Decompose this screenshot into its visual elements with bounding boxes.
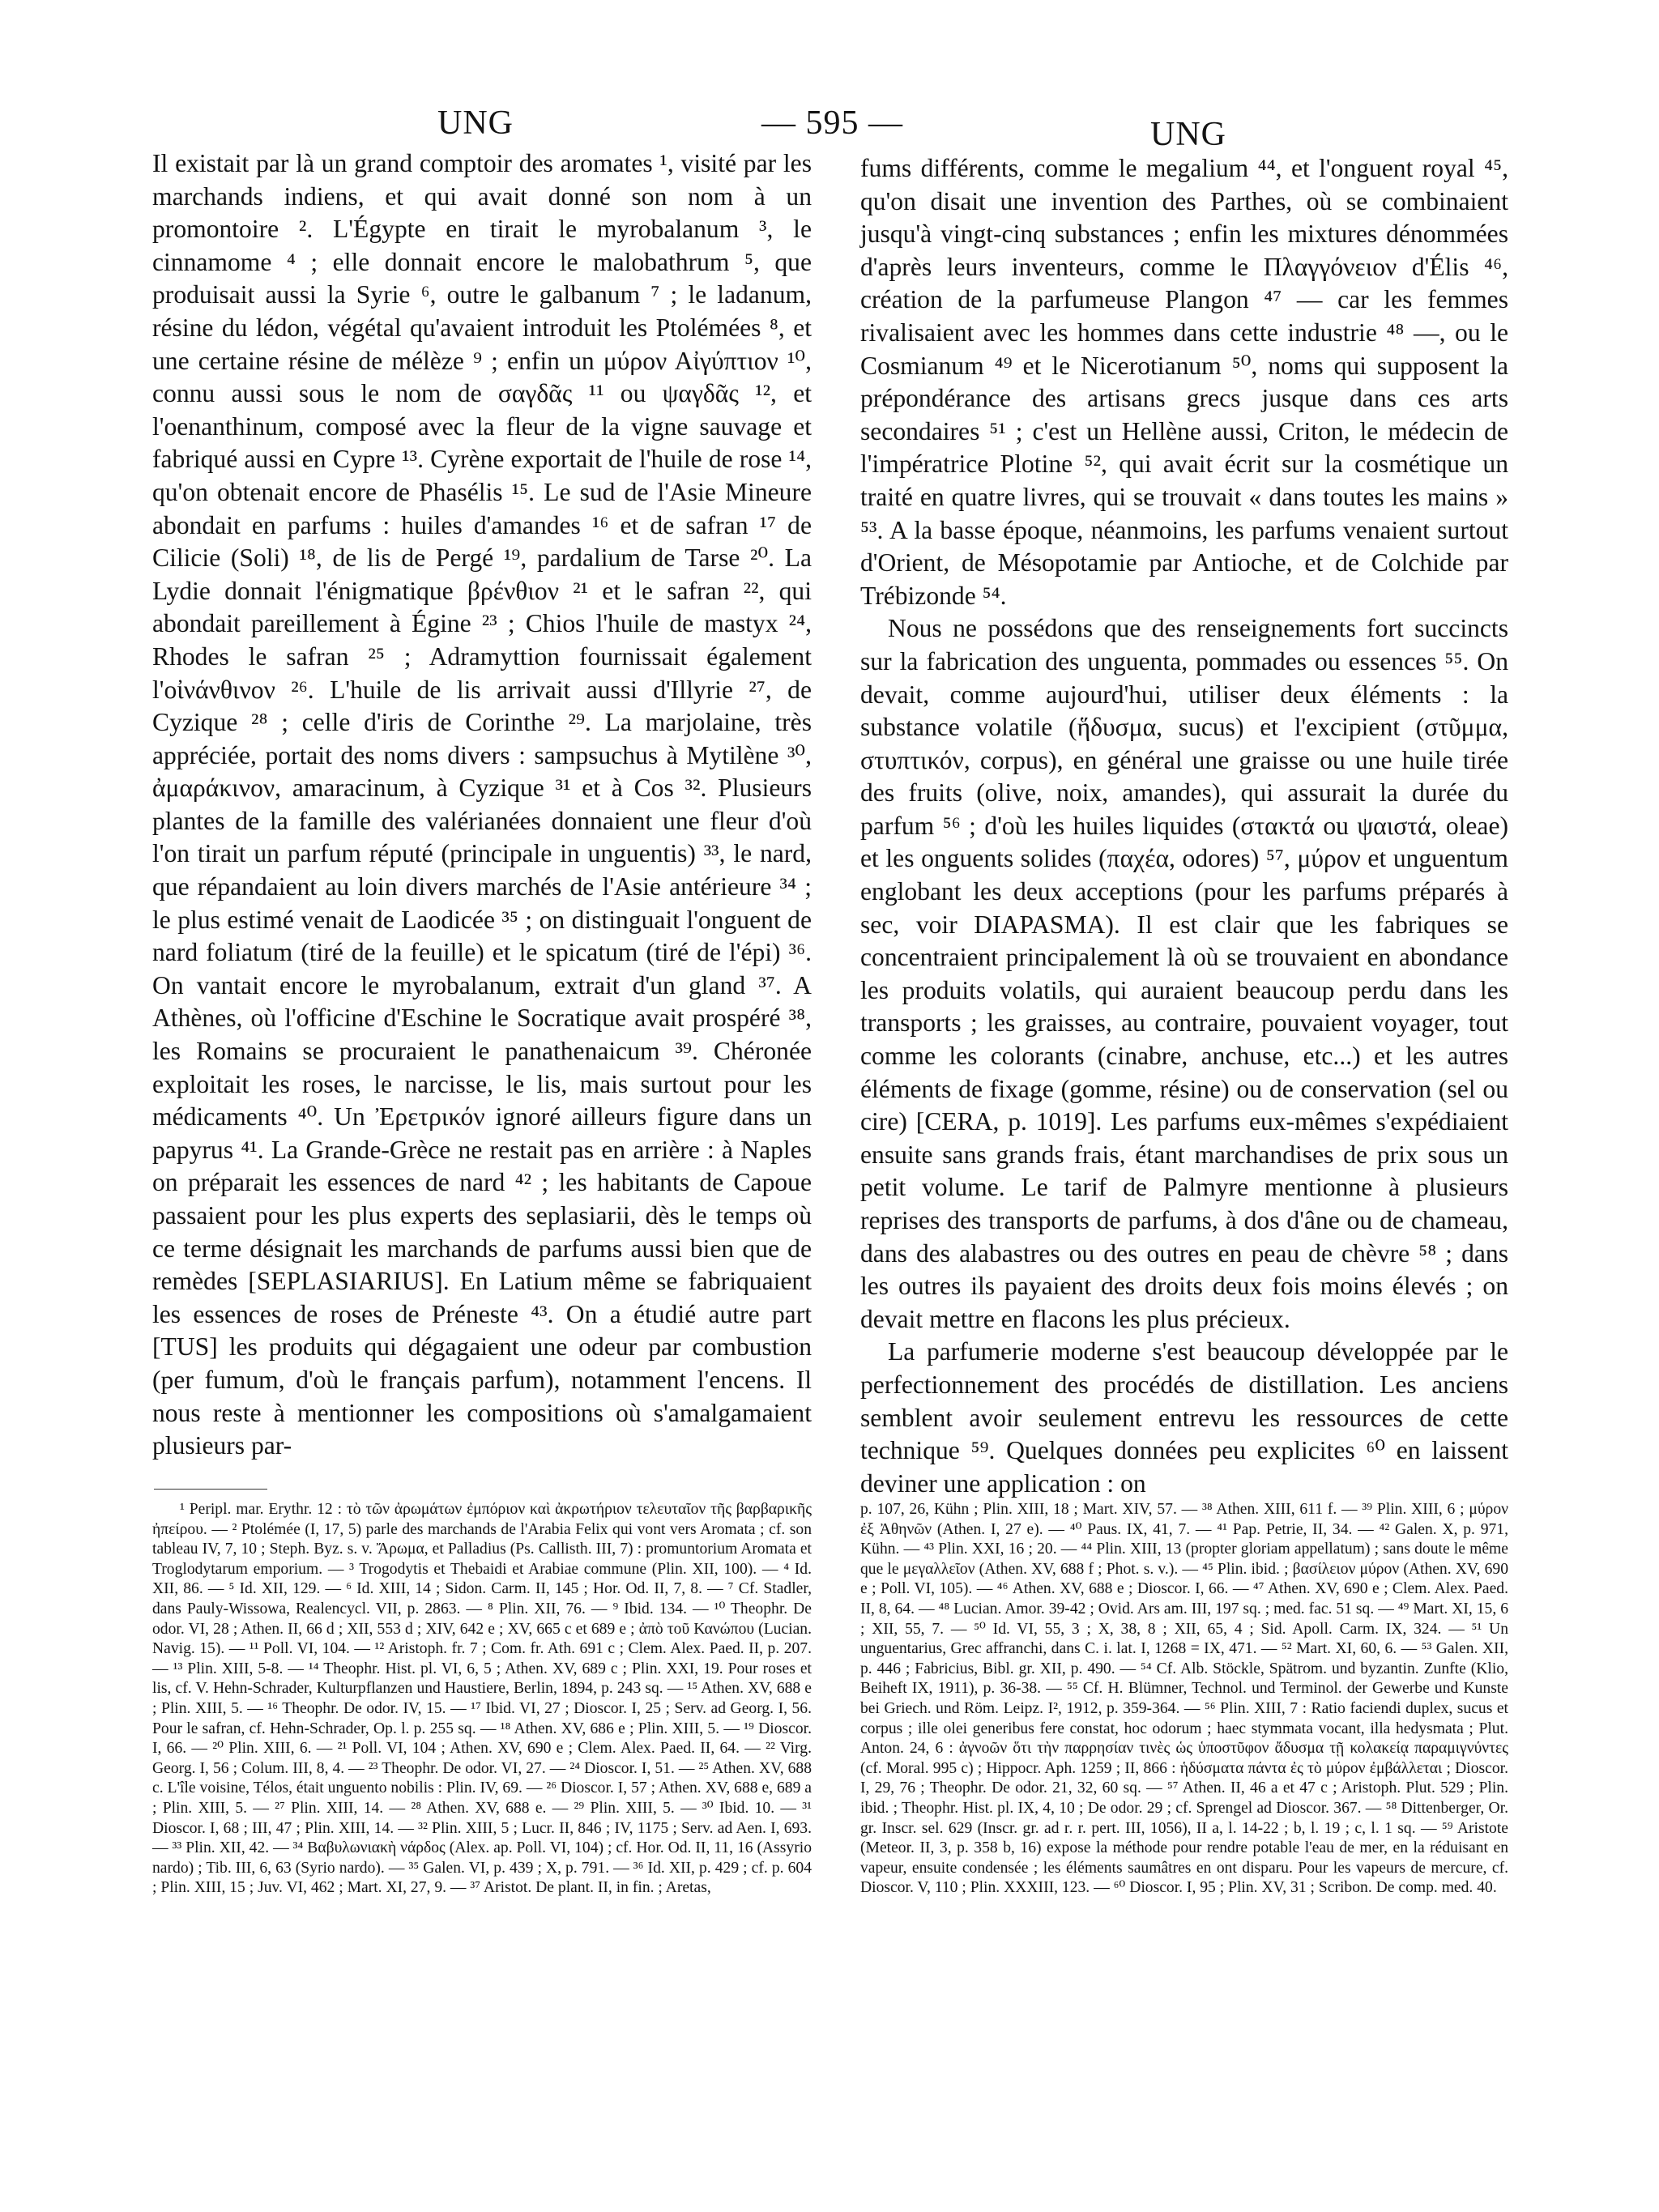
page-number: — 595 — <box>761 104 903 142</box>
footnotes-left <box>152 1500 812 1899</box>
left-column <box>152 147 812 1463</box>
footnote-block: p. 107, 26, Kühn ; Plin. XIII, 18 ; Mart. XIV, 57. — ³⁸ Athen. XIII, 611 f. — ³⁹ Plin. XIII, 6 ; μύρον ἐξ Ἀθηνῶν (Athen. I, 27 e). — ⁴⁰ Paus. IX, 41, 7. — ⁴¹ Pap. Petrie, II, 34. — ⁴² Galen. X, p. 971, Kühn. — ⁴³ Plin. XXI, 16 ; 20. — ⁴⁴ Plin. XIII, 13 (propter gloriam appellatum) ; sans doute le même que le μεγαλλεῖον (Athen. XV, 688 f ; Phot. s. v.). — ⁴⁵ Plin. ibid. ; βασίλειον μύρον (Athen. XV, 690 e ; Poll. VI, 105). — ⁴⁶ Athen. XV, 688 e ; Dioscor. I, 66. — ⁴⁷ Athen. XV, 690 e ; Clem. Alex. Paed. II, 8, 64. — ⁴⁸ Lucian. Amor. 39-42 ; Ovid. Ars am. III, 197 sq. ; med. fac. 51 sq. — ⁴⁹ Mart. XI, 15, 6 ; XII, 55, 7. — ⁵⁰ Id. VI, 55, 3 ; X, 38, 8 ; XII, 65, 4 ; Sid. Apoll. Carm. IX, 324. — ⁵¹ Un unguentarius, Grec affranchi, dans C. i. lat. I, 1268 = IX, 471. — ⁵² Mart. XI, 60, 6. — ⁵³ Galen. XII, p. 446 ; Fabricius, Bibl. gr. XII, p. 490. — ⁵⁴ Cf. Alb. Stöckle, Spätrom. und byzantin. Zunfte (Klio, Beiheft IX, 1911), p. 36-38. — ⁵⁵ Cf. H. Blümner, Technol. und Terminol. der Gewerbe und Kunste bei Griech. und Röm. Leipz. I², 1912, p. 359-364. — ⁵⁶ Plin. XIII, 7 : Ratio faciendi duplex, sucus et corpus ; ille olei generibus fere constat, hoc odorum ; haec stymmata vocant, illa hedysmata ; Plut. Anton. 24, 6 : ἀγνοῶν ὅτι τὴν παρρησίαν τινὲς ὡς ὑποστῦφον ἄδυσμα τῇ κολακείᾳ παραμιγνύντες (cf. Moral. 995 c) ; Hippocr. Aph. 1259 ; II, 866 : ἡδύσματα πάντα ἐς τὸ μύρον ἐμβάλλεται ; Dioscor. I, 29, 76 ; Theophr. De odor. 21, 32, 60 sq. — ⁵⁷ Athen. II, 46 a et 47 c ; Aristoph. Plut. 529 ; Plin. ibid. ; Theophr. Hist. pl. IX, 4, 10 ; De odor. 29 ; cf. Sprengel ad Dioscor. 367. — ⁵⁸ Dittenberger, Or. gr. Inscr. sel. 629 (Inscr. gr. ad r. r. pert. III, 1056), II a, l. 14-22 ; b, l. 19 ; c, l. 1 sq. — ⁵⁹ Aristote (Meteor. II, 3, p. 358 b, 16) expose la méthode pour rendre potable l'eau de mer, en la réduisant en vapeur, ensuite condensée ; les éléments saumâtres en ont disparu. Pour les vapeurs de mercure, cf. Dioscor. V, 110 ; Plin. XXXIII, 123. — ⁶⁰ Dioscor. I, 95 ; Plin. XV, 31 ; Scribon. De comp. med. 40. <box>860 1501 1508 1897</box>
footnote-rule <box>154 1489 267 1490</box>
body-paragraph: fums différents, comme le megalium ⁴⁴, et l'onguent royal ⁴⁵, qu'on disait une invention des Parthes, où se combinaient jusqu'à vingt-cinq substances ; enfin les mixtures dénommées d'après leurs inventeurs, comme le Πλαγγόνειον d'Élis ⁴⁶, création de la parfumeuse Plangon ⁴⁷ — car les femmes rivalisaient avec les hommes dans cette industrie ⁴⁸ —, ou le Cosmianum ⁴⁹ et le Nicerotianum ⁵⁰, noms qui supposent la prépondérance des artisans grecs jusque dans ces arts secondaires ⁵¹ ; c'est un Hellène aussi, Criton, le médecin de l'impératrice Plotine ⁵², qui avait écrit sur la cosmétique un traité en quatre livres, qui se trouvait « dans toutes les mains » ⁵³. A la basse époque, néanmoins, les parfums venaient surtout d'Orient, de Mésopotamie par Antioche, et de Colchide par Trébizonde ⁵⁴. <box>860 154 1508 610</box>
footnote-block: ¹ Peripl. mar. Erythr. 12 : τὸ τῶν ἀρωμάτων ἐμπόριον καὶ ἀκρωτήριον τελευταῖον τῆς βαρβαρικῆς ἠπείρου. — ² Ptolémée (I, 17, 5) parle des marchands de l'Arabia Felix qui vont vers Aromata ; cf. son tableau IV, 7, 10 ; Steph. Byz. s. v. Ἄρωμα, et Palladius (Ps. Callisth. III, 7) : promuntorium Aromata et Troglodytarum emporium. — ³ Trogodytis et Thebaidi et Arabiae commune (Plin. XII, 100). — ⁴ Id. XII, 86. — ⁵ Id. XII, 129. — ⁶ Id. XIII, 14 ; Sidon. Carm. II, 145 ; Hor. Od. II, 7, 8. — ⁷ Cf. Stadler, dans Pauly-Wissowa, Realencycl. VII, p. 2863. — ⁸ Plin. XII, 76. — ⁹ Ibid. 134. — ¹⁰ Theophr. De odor. VI, 28 ; Athen. II, 66 d ; XII, 553 d ; XIV, 642 e ; XV, 665 c et 689 e ; ἀπὸ τοῦ Κανώπου (Lucian. Navig. 15). — ¹¹ Poll. VI, 104. — ¹² Aristoph. fr. 7 ; Com. fr. Ath. 691 c ; Clem. Alex. Paed. II, p. 207. — ¹³ Plin. XIII, 5-8. — ¹⁴ Theophr. Hist. pl. VI, 6, 5 ; Athen. XV, 689 c ; Plin. XXI, 19. Pour roses et lis, cf. V. Hehn-Schrader, Kulturpflanzen und Haustiere, Berlin, 1894, p. 243 sq. — ¹⁵ Athen. XV, 688 e ; Plin. XIII, 5. — ¹⁶ Theophr. De odor. IV, 15. — ¹⁷ Ibid. VI, 27 ; Dioscor. I, 25 ; Serv. ad Georg. I, 56. Pour le safran, cf. Hehn-Schrader, Op. l. p. 255 sq. — ¹⁸ Athen. XV, 686 e ; Plin. XIII, 5. — ¹⁹ Dioscor. I, 66. — ²⁰ Plin. XIII, 6. — ²¹ Poll. VI, 104 ; Athen. XV, 690 e ; Clem. Alex. Paed. II, 64. — ²² Virg. Georg. I, 56 ; Colum. III, 8, 4. — ²³ Theophr. De odor. VI, 27. — ²⁴ Dioscor. I, 51. — ²⁵ Athen. XV, 688 c. L'île voisine, Télos, était unguento nobilis : Plin. IV, 69. — ²⁶ Dioscor. I, 57 ; Athen. XV, 688 e, 689 a ; Plin. XIII, 5. — ²⁷ Plin. XIII, 14. — ²⁸ Athen. XV, 688 e. — ²⁹ Plin. XIII, 5. — ³⁰ Ibid. 10. — ³¹ Dioscor. I, 68 ; III, 47 ; Plin. XIII, 14. — ³² Plin. XIII, 5 ; Lucr. II, 846 ; IV, 1175 ; Serv. ad Aen. I, 693. — ³³ Plin. XII, 42. — ³⁴ Βαβυλωνιακὴ νάρδος (Alex. ap. Poll. VI, 104) ; cf. Hor. Od. II, 11, 16 (Assyrio nardo) ; Tib. III, 6, 63 (Syrio nardo). — ³⁵ Galen. VI, p. 439 ; X, p. 791. — ³⁶ Id. XII, p. 429 ; cf. p. 604 ; Plin. XIII, 15 ; Juv. VI, 462 ; Mart. XI, 27, 9. — ³⁷ Aristot. De plant. II, in fin. ; Aretas, <box>152 1501 812 1897</box>
running-head-right: UNG <box>1150 116 1226 153</box>
running-head-left: UNG <box>437 104 514 142</box>
footnotes-right <box>860 1500 1508 1899</box>
body-paragraph: Nous ne possédons que des renseignements fort succincts sur la fabrication des unguenta, pommades ou essences ⁵⁵. On devait, comme aujourd'hui, utiliser deux éléments : la substance volatile (ἥδυσμα, sucus) et l'excipient (στῦμμα, στυπτικόν, corpus), en général une graisse ou une huile tirée des fruits (olive, noix, amandes), qui assurait la durée du parfum ⁵⁶ ; d'où les huiles liquides (στακτά ou ψαιστά, oleae) et les onguents solides (παχέα, odores) ⁵⁷, μύρον et unguentum englobant les deux acceptions (pour les parfums préparés à sec, voir DIAPASMA). Il est clair que les fabriques se concentraient principalement là où se trouvaient en abondance les produits volatils, qui auraient beaucoup perdu dans les transports ; les graisses, au contraire, pouvaient voyager, tout comme les colorants (cinabre, anchuse, etc...) et les autres éléments de fixage (gomme, résine) ou de conservation (sel ou cire) [CERA, p. 1019]. Les parfums eux-mêmes s'expédiaient ensuite sans grands frais, étant marchandises de prix sous un petit volume. Le tarif de Palmyre mentionne à plusieurs reprises des transports de parfums, à dos d'âne ou de chameau, dans des alabastres ou des outres en peau de chèvre ⁵⁸ ; dans les outres ils payaient des droits deux fois moins élevés ; on devait mettre en flacons les plus précieux. <box>860 614 1508 1333</box>
right-column <box>860 152 1508 1500</box>
body-paragraph: Il existait par là un grand comptoir des aromates ¹, visité par les marchands indiens, et qui avait donné son nom à un promontoire ². L'Égypte en tirait le myrobalanum ³, le cinnamome ⁴ ; elle donnait encore le malobathrum ⁵, que produisait aussi la Syrie ⁶, outre le galbanum ⁷ ; le ladanum, résine du lédon, végétal qu'avaient introduit les Ptolémées ⁸, et une certaine résine de mélèze ⁹ ; enfin un μύρον Αἰγύπτιον ¹⁰, connu aussi sous le nom de σαγδᾶς ¹¹ ou ψαγδᾶς ¹², et l'oenanthinum, composé avec la fleur de la vigne sauvage et fabriqué aussi en Cypre ¹³. Cyrène exportait de l'huile de rose ¹⁴, qu'on obtenait encore de Phasélis ¹⁵. Le sud de l'Asie Mineure abondait en parfums : huiles d'amandes ¹⁶ et de safran ¹⁷ de Cilicie (Soli) ¹⁸, de lis de Pergé ¹⁹, pardalium de Tarse ²⁰. La Lydie donnait l'énigmatique βρένθιον ²¹ et le safran ²², qui abondait pareillement à Égine ²³ ; Chios l'huile de mastyx ²⁴, Rhodes le safran ²⁵ ; Adramyttion fournissait également l'οἰνάνθινον ²⁶. L'huile de lis arrivait aussi d'Illyrie ²⁷, de Cyzique ²⁸ ; celle d'iris de Corinthe ²⁹. La marjolaine, très appréciée, portait des noms divers : sampsuchus à Mytilène ³⁰, ἀμαράκινον, amaracinum, à Cyzique ³¹ et à Cos ³². Plusieurs plantes de la famille des valérianées donnaient une fleur d'où l'on tirait un parfum réputé (principale in unguentis) ³³, le nard, que répandaient au loin divers marchés de l'Asie antérieure ³⁴ ; le plus estimé venait de Laodicée ³⁵ ; on distinguait l'onguent de nard foliatum (tiré de la feuille) et le spicatum (tiré de l'épi) ³⁶. On vantait encore le myrobalanum, extrait d'un gland ³⁷. A Athènes, où l'officine d'Eschine le Socratique avait prospéré ³⁸, les Romains se procuraient le panathenaicum ³⁹. Chéronée exploitait les roses, le narcisse, le lis, mais surtout pour les médicaments ⁴⁰. Un Ἐρετρικόν ignoré ailleurs figure dans un papyrus ⁴¹. La Grande-Grèce ne restait pas en arrière : à Naples on préparait les essences de nard ⁴² ; les habitants de Capoue passaient pour les plus experts des seplasiarii, dès le temps où ce terme désignait les marchands de parfums aussi bien que de remèdes [SEPLASIARIUS]. En Latium même se fabriquaient les essences de roses de Préneste ⁴³. On a étudié autre part [TUS] les produits qui dégagaient une odeur par combustion (per fumum, d'où le français parfum), notamment l'encens. Il nous reste à mentionner les compositions où s'amalgamaient plusieurs par- <box>152 149 812 1460</box>
body-paragraph: La parfumerie moderne s'est beaucoup développée par le perfectionnement des procédés de distillation. Les anciens semblent avoir seulement entrevu les ressources de cette technique ⁵⁹. Quelques données peu explicites ⁶⁰ en laissent deviner une application : on <box>860 1337 1508 1498</box>
